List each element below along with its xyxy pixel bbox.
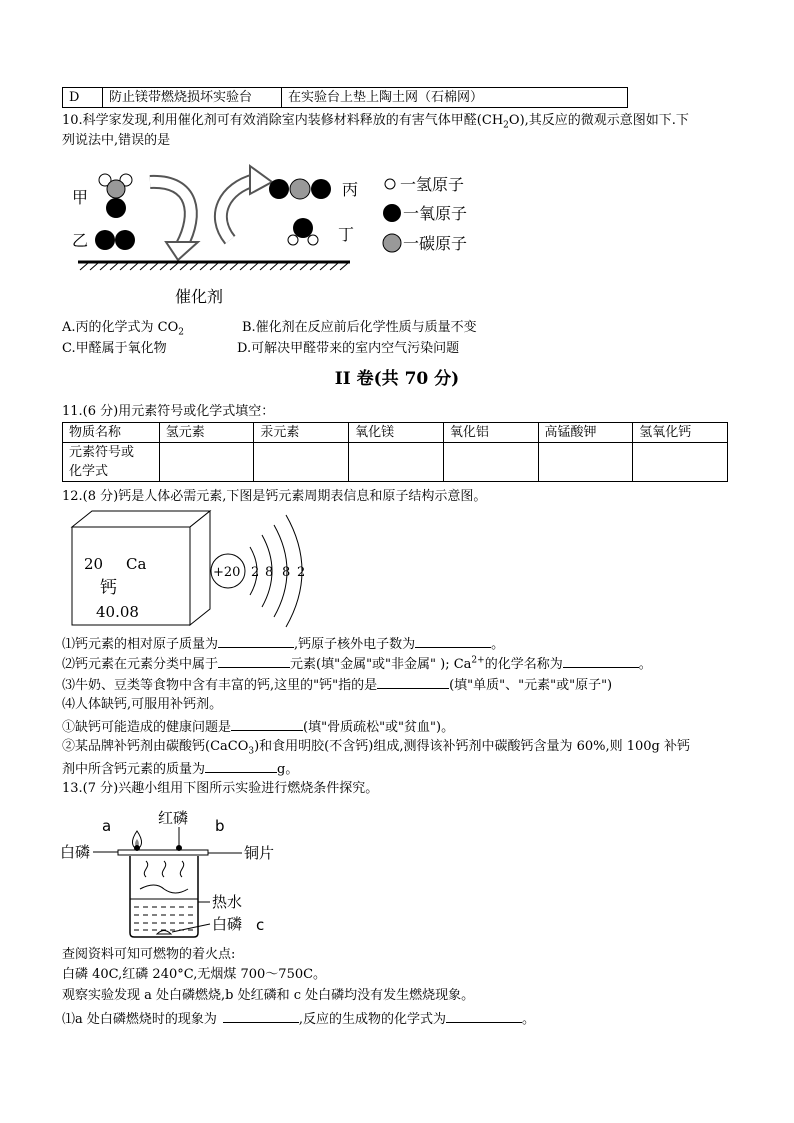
atomic-number: 20 <box>84 555 104 573</box>
legend-hydrogen: 一氢原子 <box>400 175 465 194</box>
q11-table <box>62 422 728 482</box>
answer-blank[interactable] <box>205 758 277 773</box>
q12-part2: ⑵钙元素在元素分类中属于 元素(填"金属"或"非金属" ); $Ca^{2+}$的化学名称为 。 <box>62 653 652 675</box>
shell-electrons: 2 <box>297 565 306 580</box>
hydrogen-atom <box>288 235 298 245</box>
table-cell: 物质名称 <box>63 423 160 443</box>
shell-electrons: 8 <box>265 565 274 580</box>
answer-blank[interactable] <box>231 716 303 731</box>
answer-blank[interactable] <box>446 1008 522 1023</box>
table-cell: 氧化镁 <box>349 423 444 443</box>
q10-stem-line1: 10.科学家发现,利用催化剂可有效消除室内装修材料释放的有害气体甲醛$(CH_2O)$,其反应的微观示意图如下.下 <box>62 113 689 131</box>
oxygen-atom <box>95 230 115 250</box>
table-cell: 氧化铝 <box>443 423 538 443</box>
q12-part4-2: ②某品牌补钙剂由碳酸钙(CaCO$_3$)和食用明胶(不含钙)组成,测得该补钙剂中碳酸钙含量为 60%,则 100g 补钙 <box>62 739 691 757</box>
oxygen-atom <box>311 179 331 199</box>
nuclear-charge: +20 <box>213 565 241 580</box>
answer-table-row-d <box>62 87 628 108</box>
carbon-atom <box>107 180 125 198</box>
q10-option-a: A.丙的化学式为 $CO_2$ <box>62 320 184 338</box>
q12-part4: ⑷人体缺钙,可服用补钙剂。 <box>62 697 223 712</box>
legend-carbon: 一碳原子 <box>403 234 468 253</box>
q12-stem: 12.(8 分)钙是人体必需元素,下图是钙元素周期表信息和原子结构示意图。 <box>62 489 487 504</box>
label-copper: 铜片 <box>244 844 275 862</box>
section-title: II 卷(共 70 分) <box>334 369 460 389</box>
reaction-diagram <box>60 160 480 310</box>
answer-blank[interactable] <box>223 1008 299 1023</box>
table-cell: 氢氧化钙 <box>633 423 728 443</box>
oxygen-atom <box>106 198 126 218</box>
table-cell: 防止镁带燃烧损坏实验台 <box>103 88 282 108</box>
oxygen-atom <box>293 218 313 238</box>
label-red-phosphorus: 红磷 <box>158 809 189 827</box>
legend-hydrogen-icon <box>385 179 395 189</box>
label-yi: 乙 <box>72 231 89 250</box>
label-c: c <box>256 916 265 934</box>
shell-electrons: 2 <box>251 565 260 580</box>
atomic-mass: 40.08 <box>96 603 139 621</box>
table-cell: 汞元素 <box>254 423 349 443</box>
answer-blank[interactable] <box>415 633 491 648</box>
table-cell: 在实验台上垫上陶土网（石棉网） <box>282 88 628 108</box>
answer-blank[interactable] <box>218 633 294 648</box>
legend-carbon-icon <box>383 234 401 252</box>
white-phosphorus-c <box>157 931 171 935</box>
table-row <box>63 443 728 482</box>
q13-info-3: 观察实验发现 a 处白磷燃烧,b 处红磷和 c 处白磷均没有发生燃烧现象。 <box>62 988 475 1003</box>
answer-cell[interactable] <box>254 443 349 482</box>
legend-oxygen: 一氧原子 <box>403 204 468 223</box>
table-cell: 氢元素 <box>159 423 254 443</box>
table-cell: 元素符号或 化学式 <box>63 443 160 482</box>
q12-part4-1: ①缺钙可能造成的健康问题是 (填"骨质疏松"或"贫血")。 <box>62 716 454 738</box>
combustion-apparatus <box>60 803 300 943</box>
label-ding: 丁 <box>338 225 355 244</box>
element-name: 钙 <box>100 578 117 598</box>
table-row <box>63 423 728 443</box>
white-phosphorus-a <box>134 845 140 851</box>
answer-blank[interactable] <box>218 653 290 668</box>
answer-cell[interactable] <box>443 443 538 482</box>
q10-stem-line2: 列说法中,错误的是 <box>62 133 171 148</box>
table-cell: 高锰酸钾 <box>538 423 633 443</box>
label-bing: 丙 <box>342 180 359 199</box>
carbon-atom <box>290 179 310 199</box>
answer-cell[interactable] <box>538 443 633 482</box>
answer-cell[interactable] <box>349 443 444 482</box>
label-white-phosphorus-bottom: 白磷 <box>212 915 243 933</box>
element-symbol: Ca <box>126 555 147 573</box>
oxygen-atom <box>269 179 289 199</box>
label-white-phosphorus-top: 白磷 <box>60 843 91 861</box>
label-jia: 甲 <box>72 188 89 207</box>
answer-blank[interactable] <box>377 674 449 689</box>
answer-cell[interactable] <box>633 443 728 482</box>
q12-part4-2-cont: 剂中所含钙元素的质量为 g。 <box>62 758 298 780</box>
q13-part1: ⑴a 处白磷燃烧时的现象为 ,反应的生成物的化学式为 。 <box>62 1008 535 1030</box>
shell-electrons: 8 <box>282 565 291 580</box>
answer-blank[interactable] <box>563 653 639 668</box>
q10-option-d: D.可解决甲醛带来的室内空气污染问题 <box>237 341 460 356</box>
q10-option-c: C.甲醛属于氧化物 <box>62 341 167 356</box>
oxygen-atom <box>115 230 135 250</box>
q13-info-2: 白磷 40C,红磷 240°C,无烟煤 700～750C。 <box>62 967 327 982</box>
table-cell: D <box>63 88 103 108</box>
label-a: a <box>102 817 112 835</box>
hydrogen-atom <box>308 235 318 245</box>
label-hot-water: 热水 <box>212 893 243 911</box>
catalyst-label: 催化剂 <box>175 287 224 306</box>
q11-stem: 11.(6 分)用元素符号或化学式填空： <box>62 404 275 419</box>
legend-oxygen-icon <box>383 204 401 222</box>
answer-cell[interactable] <box>159 443 254 482</box>
q12-part1: ⑴钙元素的相对原子质量为 ,钙原子核外电子数为 。 <box>62 633 504 655</box>
calcium-figure <box>60 505 320 630</box>
red-phosphorus-b <box>176 845 182 851</box>
label-b: b <box>215 817 225 835</box>
copper-plate <box>118 850 208 855</box>
q13-info-1: 查阅资料可知可燃物的着火点: <box>62 947 236 962</box>
q10-option-b: B.催化剂在反应前后化学性质与质量不变 <box>242 320 477 335</box>
q13-stem: 13.(7 分)兴趣小组用下图所示实验进行燃烧条件探究。 <box>62 781 379 796</box>
q12-part3: ⑶牛奶、豆类等食物中含有丰富的钙,这里的"钙"指的是 (填"单质"、"元素"或"原子") <box>62 674 612 696</box>
